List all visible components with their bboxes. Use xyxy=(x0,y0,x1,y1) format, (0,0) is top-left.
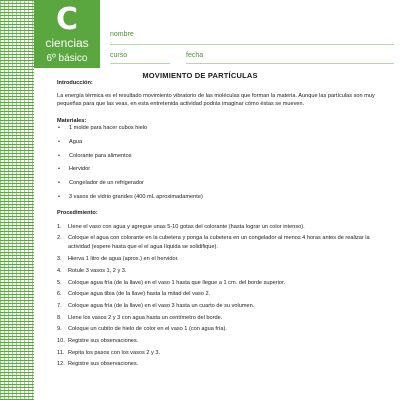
grade-label: 6º básico xyxy=(46,53,88,64)
list-item xyxy=(57,255,392,267)
list-item xyxy=(57,349,392,361)
step-number: 1. xyxy=(57,223,62,230)
step-number: 5. xyxy=(57,279,62,286)
step-text: Rotule 3 vasos 1, 2 y 3. xyxy=(68,267,127,274)
step-number: 4. xyxy=(57,267,62,274)
step-text: Coloque un cubito de hielo de color en el vaso 1 (con agua fría). xyxy=(68,326,227,333)
introduction-text: La energía térmica es el resultado movimiento vibratorio de las moléculas que forman la materia. Aunque las partículas son muy pequeñas para que las veas, en esta entretenida actividad podrás imaginar cómo éstas se mueven. xyxy=(57,93,375,107)
materials-heading: Materiales: xyxy=(57,117,87,124)
bullet-icon: • xyxy=(58,138,60,145)
page-title: MOVIMIENTO DE PARTÍCULAS xyxy=(142,71,258,80)
course-field-label: curso xyxy=(110,52,128,59)
step-text: Coloque agua tibia (de la llave) hasta la mitad del vaso 2. xyxy=(68,291,211,298)
materials-list xyxy=(57,125,392,207)
step-number: 9. xyxy=(57,326,62,333)
list-item xyxy=(57,279,392,291)
step-number: 12. xyxy=(57,361,65,368)
step-text: Registre sus observaciones. xyxy=(68,338,139,345)
bullet-icon: • xyxy=(58,179,60,186)
subject-badge xyxy=(34,0,100,68)
list-item xyxy=(57,153,392,167)
step-text: Repita los pasos con los vasos 2 y 3. xyxy=(68,349,161,356)
list-item xyxy=(57,337,392,349)
material-text: 1 molde para hacer cubos hielo xyxy=(69,125,148,132)
list-item xyxy=(57,125,392,139)
date-field-label: fecha xyxy=(186,52,204,59)
material-text: 3 vasos de vidrio grandes (400 mL aproximadamente) xyxy=(69,193,203,200)
step-text: Registre sus observaciones. xyxy=(68,361,139,368)
step-number: 11. xyxy=(57,349,65,356)
material-text: Agua xyxy=(69,138,83,145)
list-item xyxy=(57,360,392,372)
step-text: Coloque el agua con colorante en la cubetera y ponga la cubetera en un congelador al menos 4 horas antes de realizar la actividad (espere hasta que el el agua líquida se solidifique). xyxy=(68,235,370,251)
list-item xyxy=(57,180,392,194)
list-item xyxy=(57,290,392,302)
step-number: 8. xyxy=(57,314,62,321)
procedure-list xyxy=(57,223,392,373)
step-number: 2. xyxy=(57,235,62,242)
step-number: 10. xyxy=(57,338,65,345)
step-text: Coloque agua fría (de la llave) en el vaso 3 hasta un cuarto de su volumen. xyxy=(68,303,255,310)
step-number: 7. xyxy=(57,303,62,310)
material-text: Congelador de un refrigerador xyxy=(69,179,144,186)
material-text: Colorante para alimentos xyxy=(69,152,132,159)
document-body xyxy=(57,80,392,372)
step-number: 3. xyxy=(57,256,62,263)
list-item xyxy=(57,166,392,180)
list-item xyxy=(57,223,392,235)
bullet-icon: • xyxy=(58,125,60,132)
procedure-heading: Procedimiento: xyxy=(57,210,98,217)
bullet-icon: • xyxy=(58,166,60,173)
list-item xyxy=(57,325,392,337)
subject-label: ciencias xyxy=(45,36,89,50)
step-text: Coloque agua fría (de la llave) en el vaso 1 hasta que llegue a 1 cm. del borde superior. xyxy=(68,279,286,286)
list-item xyxy=(57,267,392,279)
introduction-heading: Introducción: xyxy=(57,80,93,86)
list-item xyxy=(57,194,392,208)
step-text: Hierva 1 litro de agua (aprox.) en el hervidor. xyxy=(68,256,179,263)
list-item xyxy=(57,234,392,255)
step-text: Llene los vasos 2 y 3 con agua hasta un centímetro del borde. xyxy=(68,314,223,321)
step-text: Llene el vaso con agua y agregue unas 5-10 gotas del colorante (hasta lograr un color intenso). xyxy=(68,223,305,230)
bullet-icon: • xyxy=(58,152,60,159)
list-item xyxy=(57,314,392,326)
name-field-label: nombre xyxy=(110,31,134,38)
list-item xyxy=(57,139,392,153)
list-item xyxy=(57,302,392,314)
step-number: 6. xyxy=(57,291,62,298)
subject-logo-letter: C xyxy=(55,2,79,37)
bullet-icon: • xyxy=(58,193,60,200)
date-field-line[interactable] xyxy=(186,63,394,64)
name-field-line[interactable] xyxy=(110,44,394,45)
course-field-line[interactable] xyxy=(110,63,170,64)
decorative-border xyxy=(0,0,34,400)
material-text: Hervidor xyxy=(69,166,91,173)
